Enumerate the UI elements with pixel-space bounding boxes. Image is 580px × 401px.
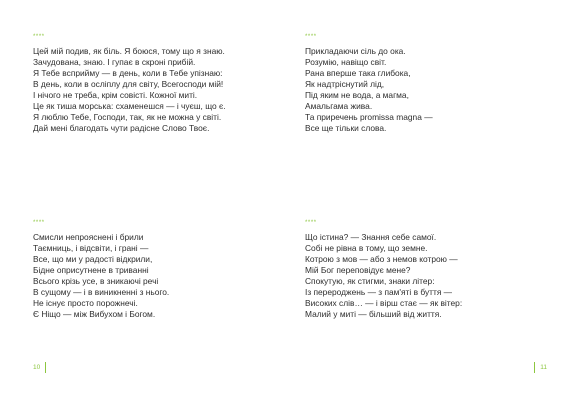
poem-line: Цей мій подив, як біль. Я боюся, тому що я знаю. <box>33 46 225 56</box>
ornament-stars: **** <box>305 34 317 40</box>
poem-line: Амальгама жива. <box>305 100 373 111</box>
poem-lines <box>33 232 278 320</box>
poem-line: Собі не рівна в тому, що земне. <box>305 242 428 253</box>
poem-line: Зачудована, знаю. І гупає в скроні прибій. <box>33 56 196 67</box>
poem-line: Рана вперше така глибока, <box>305 67 411 78</box>
poem-line: Високих слів… — і вірш стає — як вітер: <box>305 297 463 308</box>
poem-line: Бідне оприсутнене в триванні <box>33 264 149 275</box>
poem-lines <box>33 46 278 134</box>
ornament-stars: **** <box>305 220 317 226</box>
poem-line: Мій Бог переповідує мене? <box>305 264 411 275</box>
poem-line: Це як тиша морська: схаменешся — і чуєш, що є. <box>33 100 226 111</box>
poem-line: В день, коли в осліплу для світу, Всегосподи мій! <box>33 78 224 89</box>
poem-line: Не існує просто порожнечі. <box>33 297 138 308</box>
page-number <box>33 362 46 373</box>
poem-line: Малий у миті — більший від життя. <box>305 308 442 319</box>
poem-line: Всього крізь усе, в зникаючі речі <box>33 275 159 286</box>
right-page <box>290 0 580 401</box>
poem-line: Я Тебе всприйму — в день, коли в Тебе упізнаю: <box>33 67 223 78</box>
poem-line: Із перероджень — з пам'яті в буття — <box>305 286 453 297</box>
poem <box>33 219 278 320</box>
ornament-stars: **** <box>33 220 45 226</box>
poem-line: Розумію, навіщо світ. <box>305 56 387 67</box>
poem-line: Котрою з мов — або з немов котрою — <box>305 253 458 264</box>
poem <box>305 33 550 134</box>
poem-line: Під яким не вода, а магма, <box>305 89 409 100</box>
poem-lines <box>305 46 550 134</box>
poem-line: І нічого не треба, крім совісті. Кожної миті. <box>33 89 198 100</box>
page-number-label: 11 <box>540 364 547 371</box>
ornament-stars: **** <box>33 34 45 40</box>
poem-line: Спокутую, як стигми, знаки літер: <box>305 275 435 286</box>
poem-line: Як надтріснутий лід, <box>305 78 385 89</box>
page-number <box>534 362 547 373</box>
page-number-divider <box>45 362 46 373</box>
poem-lines <box>305 232 550 320</box>
poem-line: Дай мені благодать чути радісне Слово Твоє. <box>33 122 210 133</box>
poem-line: Є Ніщо — між Вибухом і Богом. <box>33 308 156 319</box>
poem <box>33 33 278 134</box>
poem-line: Все, що ми у радості відкрили, <box>33 253 153 264</box>
page-number-divider <box>534 362 535 373</box>
poem-line: В сущому — і в виникненні з нього. <box>33 286 170 297</box>
poem-line: Я люблю Тебе, Господи, так, як не можна у світі. <box>33 111 222 122</box>
poem-line: Прикладаючи сіль до ока. <box>305 46 406 56</box>
poem-line: Смисли непрояснені і брили <box>33 232 144 242</box>
poem-line: Та приречень promissa magna — <box>305 111 433 122</box>
poem-line: Все ще тільки слова. <box>305 122 387 133</box>
page-number-label: 10 <box>33 364 41 371</box>
poem-line: Що істина? — Знання себе самої. <box>305 232 437 242</box>
poem <box>305 219 550 320</box>
poem-line: Таємниць, і відсвіти, і грані — <box>33 242 149 253</box>
